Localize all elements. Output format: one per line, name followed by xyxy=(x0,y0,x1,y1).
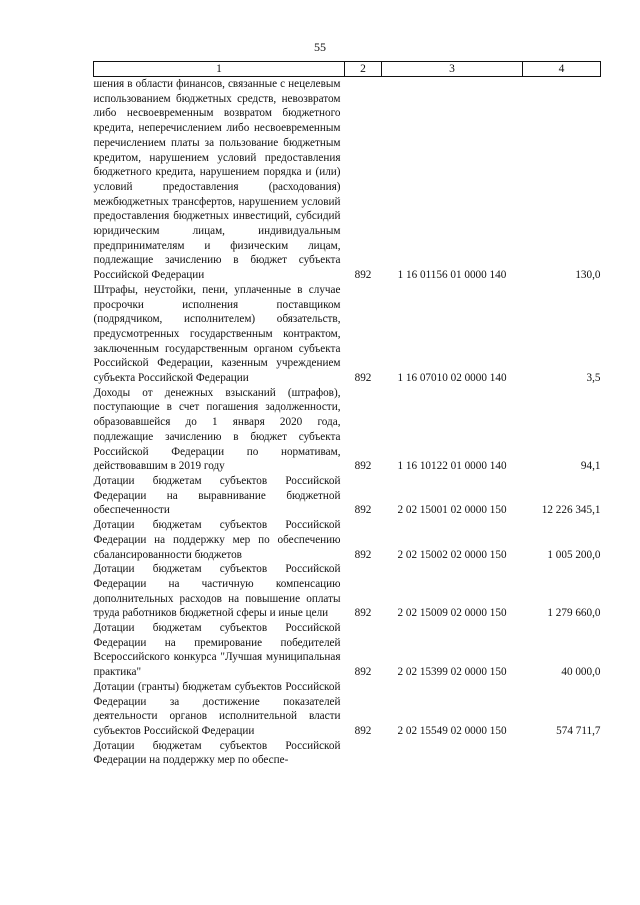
page-number: 55 xyxy=(314,40,326,54)
row-budget-code: 1 16 07010 02 0000 140 xyxy=(397,372,507,385)
row-description: Дотации (гранты) бюджетам субъектов Российской Федерации за достижение показателей деятельности органов исполнительной власти субъектов Российской Федерации xyxy=(93,680,341,737)
row-budget-code: 2 02 15002 02 0000 150 xyxy=(397,548,507,561)
table-row xyxy=(94,386,601,474)
row-description: Дотации бюджетам субъектов Российской Федерации на поддержку мер по обеспе- xyxy=(93,739,341,767)
table-row xyxy=(94,680,601,739)
table-header-row xyxy=(94,62,601,77)
row-admin-code: 892 xyxy=(354,372,372,385)
row-amount xyxy=(523,739,601,768)
row-amount: 1 005 200,0 xyxy=(547,548,601,561)
row-amount: 130,0 xyxy=(575,269,601,282)
row-admin-code: 892 xyxy=(354,666,372,679)
row-admin-code xyxy=(345,739,382,768)
row-admin-code: 892 xyxy=(354,548,372,561)
table-row xyxy=(94,474,601,518)
row-budget-code: 2 02 15549 02 0000 150 xyxy=(397,724,507,737)
row-description: Дотации бюджетам субъектов Российской Федерации на поддержку мер по обеспечению сбалансированности бюджетов xyxy=(93,519,341,561)
row-description: Дотации бюджетам субъектов Российской Федерации на премирование победителей Всероссийского конкурса "Лучшая муниципальная практика" xyxy=(93,622,341,679)
row-admin-code: 892 xyxy=(354,607,372,620)
table-row xyxy=(94,77,601,283)
row-description: Доходы от денежных взысканий (штрафов), поступающие в счет погашения задолженности, образовавшейся до 1 января 2020 года, подлежащие зачислению в бюджет субъекта Российской Федерации по нормативам, действовавшим в 2019 году xyxy=(93,386,341,473)
row-budget-code xyxy=(382,739,523,768)
row-budget-code: 2 02 15009 02 0000 150 xyxy=(397,607,507,620)
row-budget-code: 2 02 15001 02 0000 150 xyxy=(397,504,507,517)
row-admin-code: 892 xyxy=(354,724,372,737)
row-amount: 94,1 xyxy=(580,460,601,473)
row-amount: 574 711,7 xyxy=(556,724,601,737)
row-budget-code: 1 16 10122 01 0000 140 xyxy=(397,460,507,473)
column-header-1: 1 xyxy=(94,62,345,77)
row-amount: 3,5 xyxy=(586,372,601,385)
row-description: Дотации бюджетам субъектов Российской Федерации на частичную компенсацию дополнительных расходов на повышение оплаты труда работников бюджетной сферы и иные цели xyxy=(93,563,341,620)
row-amount: 40 000,0 xyxy=(561,666,601,679)
row-description: шения в области финансов, связанные с нецелевым использованием бюджетных средств, невозвратом либо несвоевременным возвратом бюджетного кредита, неперечислением либо несвоевременным перечислением платы за пользование бюджетным кредитом, нарушением условий предоставления бюджетного кредита, нарушением порядка и (или) условий предоставления (расходования) межбюджетных трансфертов, нарушением условий предоставления бюджетных инвестиций, субсидий юридическим лицам, индивидуальным предпринимателям и физическим лицам, подлежащие зачислению в бюджет субъекта Российской Федерации xyxy=(93,78,341,282)
row-description: Штрафы, неустойки, пени, уплаченные в случае просрочки исполнения поставщиком (подрядчиком, исполнителем) обязательств, предусмотренных государственным контрактом, заключенным государственным органом субъекта Российской Федерации, казенным учреждением субъекта Российской Федерации xyxy=(93,283,341,385)
row-admin-code: 892 xyxy=(354,460,372,473)
column-header-2: 2 xyxy=(345,62,382,77)
table-row xyxy=(94,739,601,768)
revenue-table xyxy=(93,61,601,768)
table-row xyxy=(94,562,601,621)
table-row xyxy=(94,518,601,562)
row-description: Дотации бюджетам субъектов Российской Федерации на выравнивание бюджетной обеспеченности xyxy=(93,474,341,517)
row-amount: 12 226 345,1 xyxy=(541,504,601,517)
row-admin-code: 892 xyxy=(354,504,372,517)
table-row xyxy=(94,621,601,680)
row-budget-code: 1 16 01156 01 0000 140 xyxy=(397,269,507,282)
column-header-3: 3 xyxy=(382,62,523,77)
row-budget-code: 2 02 15399 02 0000 150 xyxy=(397,666,507,679)
row-amount: 1 279 660,0 xyxy=(547,607,601,620)
column-header-4: 4 xyxy=(523,62,601,77)
table-row xyxy=(94,283,601,386)
row-admin-code: 892 xyxy=(354,269,372,282)
